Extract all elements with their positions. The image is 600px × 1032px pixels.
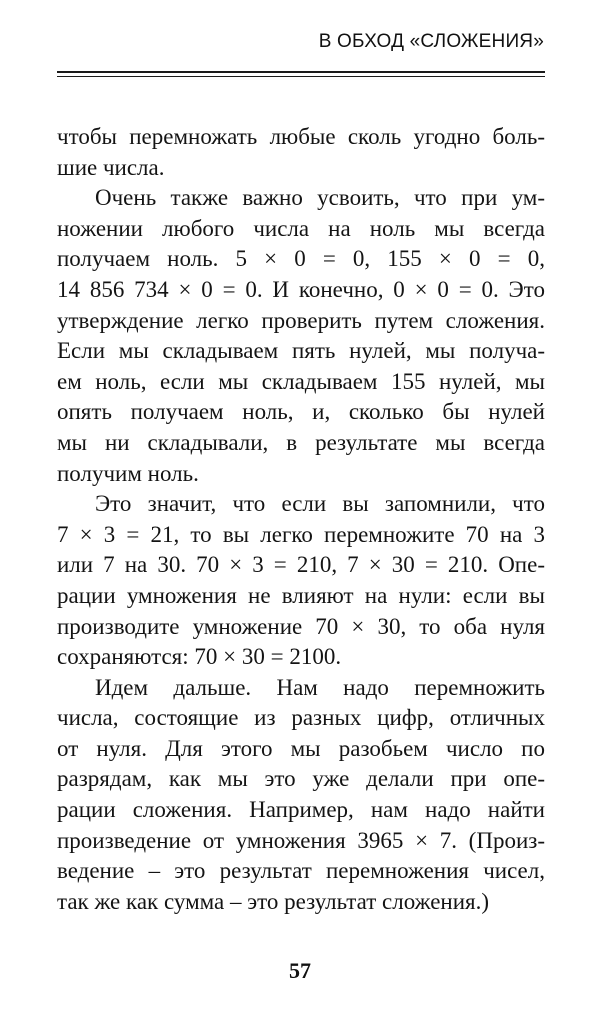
text-line: чтобы перемножать любые сколь угодно боль-: [57, 124, 545, 149]
text-line: так же как сумма – это результат сложения.): [57, 888, 490, 914]
running-head: В ОБХОД «СЛОЖЕНИЯ»: [318, 31, 544, 52]
text-line: получим ноль.: [57, 460, 199, 486]
text-line: 7 × 3 = 21, то вы легко перемножите 70 на 3: [57, 521, 545, 547]
text-line: 14 856 734 × 0 = 0. И конечно, 0 × 0 = 0. Это: [57, 276, 545, 302]
text-line: Это значит, что если вы запомнили, что: [95, 491, 545, 517]
text-line: от нуля. Для этого мы разобьем число по: [57, 735, 545, 761]
text-line: получаем ноль. 5 × 0 = 0, 155 × 0 = 0,: [57, 246, 545, 272]
text-line: ем ноль, если мы складываем 155 нулей, мы: [57, 368, 545, 394]
text-line: опять получаем ноль, и, сколько бы нулей: [57, 399, 545, 425]
text-line: Очень также важно усвоить, что при ум-: [95, 185, 545, 211]
text-line: разрядам, как мы это уже делали при опе-: [57, 766, 545, 792]
text-line: произведение от умножения 3965 × 7. (Произ-: [57, 827, 545, 853]
header-rule-top: [57, 71, 545, 73]
text-line: шие числа.: [57, 154, 165, 180]
text-line: Идем дальше. Нам надо перемножить: [95, 674, 545, 700]
text-line: ножении любого числа на ноль мы всегда: [57, 215, 545, 241]
body-text: [57, 122, 545, 917]
text-line: утверждение легко проверить путем сложения.: [57, 307, 545, 333]
text-line: или 7 на 30. 70 × 3 = 210, 7 × 30 = 210. Опе-: [57, 552, 545, 578]
text-line: сохраняются: 70 × 30 = 2100.: [57, 644, 342, 670]
text-line: Если мы складываем пять нулей, мы получа-: [57, 338, 545, 364]
text-line: рации умножения не влияют на нули: если вы: [57, 582, 545, 608]
text-line: ведение – это результат перемножения чисел,: [57, 858, 545, 884]
text-line: рации сложения. Например, нам надо найти: [57, 797, 545, 823]
header-rule-bottom: [57, 76, 545, 77]
text-line: мы ни складывали, в результате мы всегда: [57, 429, 545, 455]
text-line: числа, состоящие из разных цифр, отличных: [57, 705, 545, 731]
text-line: производите умножение 70 × 30, то оба нуля: [57, 613, 545, 639]
page-number: 57: [289, 958, 311, 983]
